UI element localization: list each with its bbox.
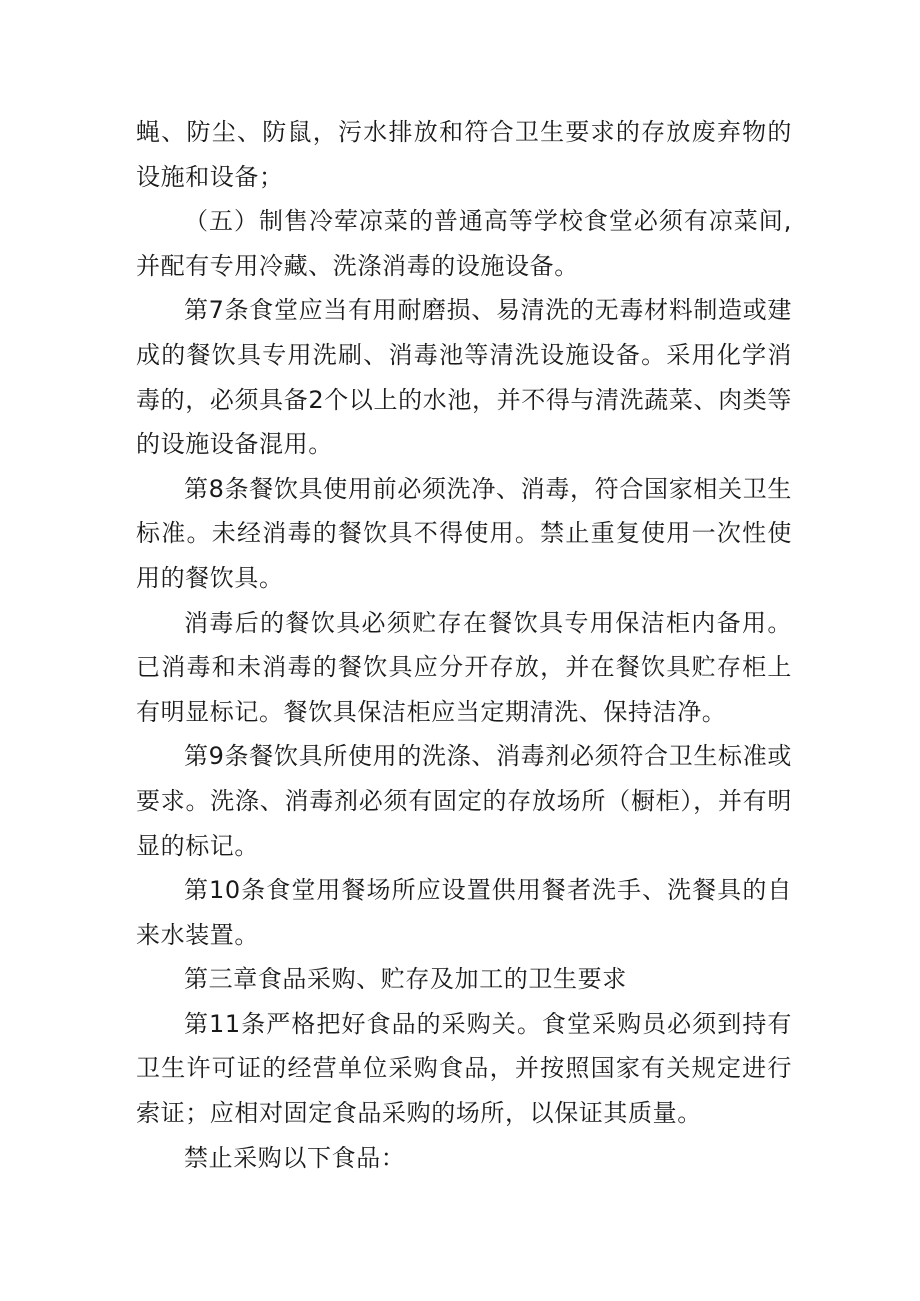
paragraph-prohibited: 禁止采购以下食品： — [184, 1143, 406, 1172]
paragraph-article-11: 第11条严格把好食品的采购关。食堂采购员必须到持有卫生许可证的经营单位采购食品，并按照国家有关规定进行索证；应相对固定食品采购的场所，以保证其质量。 — [136, 1009, 792, 1128]
paragraph-article-10: 第10条食堂用餐场所应设置供用餐者洗手、洗餐具的自来水装置。 — [136, 876, 792, 949]
paragraph-continuation: 蝇、防尘、防鼠，污水排放和符合卫生要求的存放废弃物的设施和设备； — [136, 118, 792, 191]
paragraph-article-8: 第8条餐饮具使用前必须洗净、消毒，符合国家相关卫生标准。未经消毒的餐饮具不得使用。禁止重复使用一次性使用的餐饮具。 — [136, 474, 792, 592]
paragraph-storage: 消毒后的餐饮具必须贮存在餐饮具专用保洁柜内备用。已消毒和未消毒的餐饮具应分开存放，并在餐饮具贮存柜上有明显标记。餐饮具保洁柜应当定期清洗、保持洁净。 — [136, 608, 792, 726]
paragraph-article-7: 第7条食堂应当有用耐磨损、易清洗的无毒材料制造或建成的餐饮具专用洗刷、消毒池等清洗设施设备。采用化学消毒的，必须具备2个以上的水池，并不得与清洗蔬菜、肉类等的设施设备混用。 — [136, 296, 792, 459]
chapter-heading: 第三章食品采购、贮存及加工的卫生要求 — [184, 965, 627, 994]
paragraph-article-9: 第9条餐饮具所使用的洗涤、消毒剂必须符合卫生标准或要求。洗涤、消毒剂必须有固定的存放场所（橱柜），并有明显的标记。 — [136, 742, 792, 860]
paragraph-item-5: （五）制售冷荤凉菜的普通高等学校食堂必须有凉菜间,并配有专用冷藏、洗涤消毒的设施设备。 — [136, 207, 792, 280]
document-body — [136, 110, 792, 1180]
